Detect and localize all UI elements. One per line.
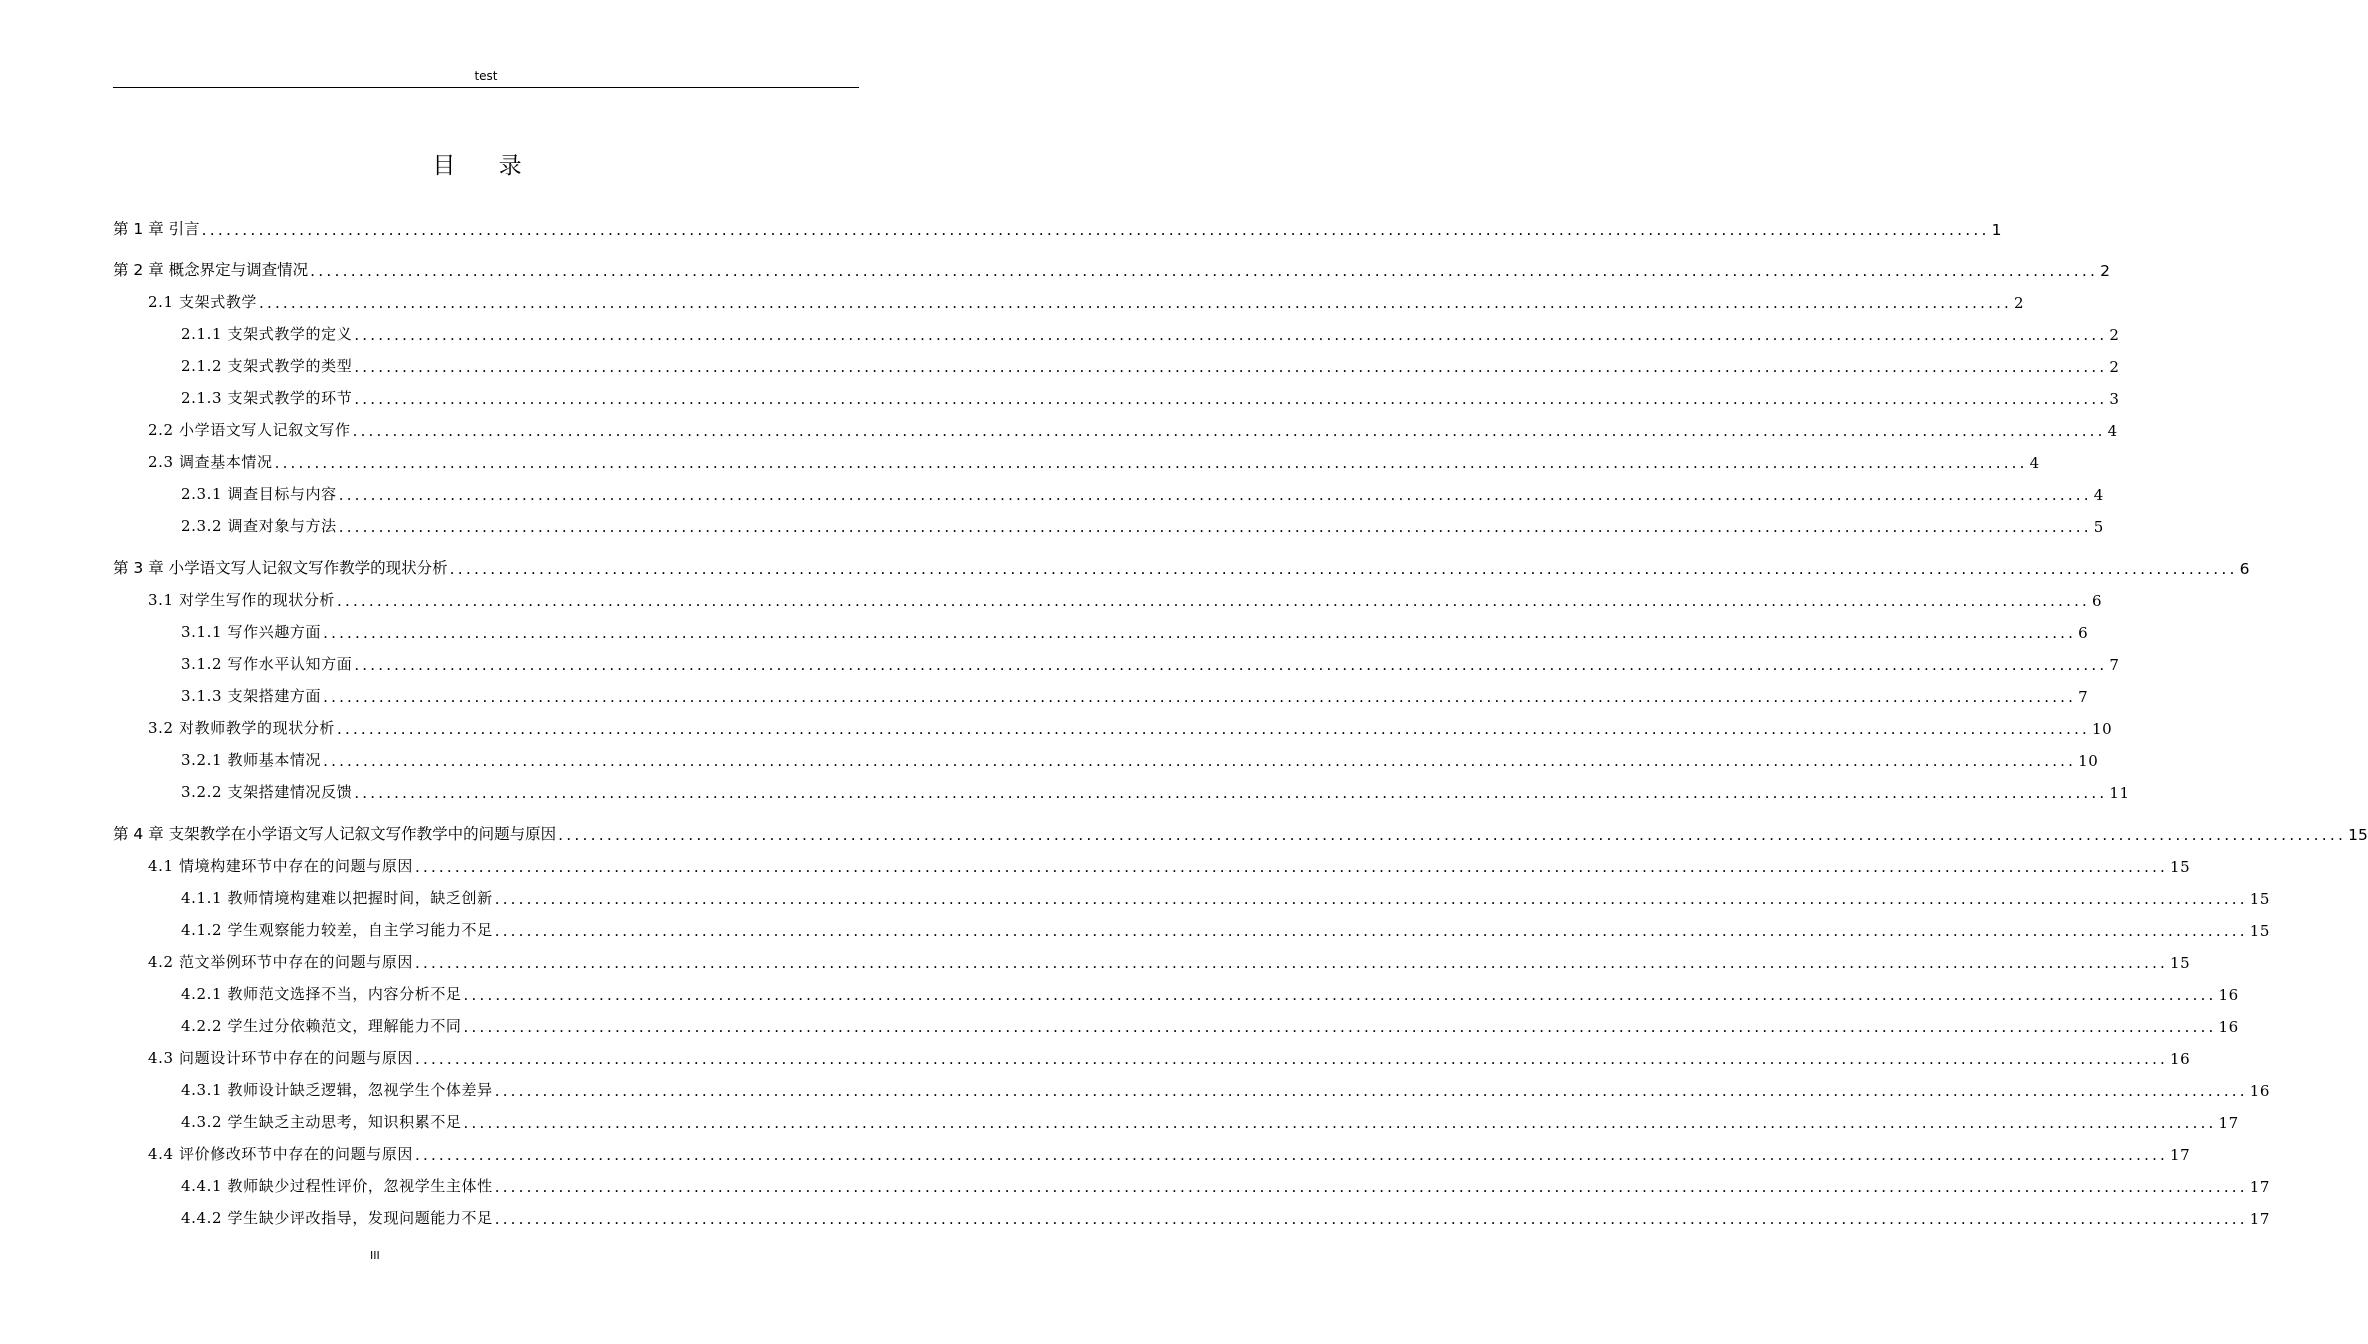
toc-leader-dots: ............................................................................................................................................................................................................................ bbox=[463, 986, 2217, 1004]
toc-subsection-entry[interactable] bbox=[181, 1014, 2239, 1036]
page-header-text: test bbox=[474, 69, 498, 83]
toc-subsection-entry[interactable] bbox=[181, 1174, 2271, 1196]
toc-subsection-entry[interactable] bbox=[181, 918, 2271, 940]
toc-leader-dots: ............................................................................................................................................................................................................................ bbox=[323, 752, 2077, 770]
toc-subsection-entry[interactable] bbox=[181, 684, 2089, 706]
toc-subsection-entry[interactable] bbox=[181, 652, 2120, 674]
toc-entry-label: 3.1.1 写作兴趣方面 bbox=[181, 623, 322, 641]
footer-page-number: III bbox=[370, 1249, 380, 1262]
toc-entry-page: 1 bbox=[1991, 221, 2002, 239]
toc-leader-dots: ............................................................................................................................................................................................................................ bbox=[494, 1210, 2248, 1228]
toc-entry-page: 6 bbox=[2092, 592, 2103, 610]
toc-entry-label: 第 1 章 引言 bbox=[113, 220, 200, 238]
toc-section-entry[interactable] bbox=[148, 450, 2040, 472]
toc-chapter-entry[interactable] bbox=[113, 822, 2368, 844]
toc-entry-page: 15 bbox=[2348, 826, 2368, 844]
toc-entry-page: 15 bbox=[2249, 890, 2271, 908]
toc-entry-page: 17 bbox=[2249, 1178, 2271, 1196]
toc-entry-page: 17 bbox=[2218, 1114, 2239, 1132]
toc-section-entry[interactable] bbox=[148, 418, 2118, 440]
toc-section-entry[interactable] bbox=[148, 290, 2025, 312]
toc-section-entry[interactable] bbox=[148, 1046, 2191, 1068]
toc-entry-label: 4.1 情境构建环节中存在的问题与原因 bbox=[148, 857, 414, 875]
toc-entry-page: 15 bbox=[2170, 858, 2191, 876]
toc-entry-page: 16 bbox=[2170, 1050, 2191, 1068]
toc-entry-label: 2.1.2 支架式教学的类型 bbox=[181, 357, 353, 375]
toc-entry-label: 3.2 对教师教学的现状分析 bbox=[148, 719, 336, 737]
toc-subsection-entry[interactable] bbox=[181, 514, 2104, 536]
toc-entry-label: 4.3 问题设计环节中存在的问题与原因 bbox=[148, 1049, 414, 1067]
toc-subsection-entry[interactable] bbox=[181, 1110, 2239, 1132]
toc-subsection-entry[interactable] bbox=[181, 322, 2120, 344]
toc-leader-dots: ............................................................................................................................................................................................................................ bbox=[354, 326, 2108, 344]
toc-entry-label: 3.2.2 支架搭建情况反馈 bbox=[181, 783, 353, 801]
toc-subsection-entry[interactable] bbox=[181, 1206, 2271, 1228]
toc-leader-dots: ............................................................................................................................................................................................................................ bbox=[323, 688, 2077, 706]
toc-title: 目 录 bbox=[432, 153, 540, 179]
toc-entry-page: 2 bbox=[2109, 358, 2120, 376]
toc-entry-label: 2.1 支架式教学 bbox=[148, 293, 258, 311]
toc-leader-dots: ............................................................................................................................................................................................................................ bbox=[201, 221, 1990, 239]
toc-entry-label: 4.4.1 教师缺少过程性评价，忽视学生主体性 bbox=[181, 1177, 493, 1195]
toc-leader-dots: ............................................................................................................................................................................................................................ bbox=[494, 922, 2248, 940]
toc-entry-page: 16 bbox=[2218, 1018, 2239, 1036]
toc-subsection-entry[interactable] bbox=[181, 620, 2089, 642]
toc-entry-label: 4.4.2 学生缺少评改指导，发现问题能力不足 bbox=[181, 1209, 493, 1227]
toc-leader-dots: ............................................................................................................................................................................................................................ bbox=[494, 1178, 2248, 1196]
toc-leader-dots: ............................................................................................................................................................................................................................ bbox=[354, 784, 2108, 802]
toc-leader-dots: ............................................................................................................................................................................................................................ bbox=[415, 1050, 2169, 1068]
toc-entry-label: 2.2 小学语文写人记叙文写作 bbox=[148, 421, 351, 439]
toc-entry-page: 4 bbox=[2093, 486, 2104, 504]
toc-leader-dots: ............................................................................................................................................................................................................................ bbox=[463, 1018, 2217, 1036]
toc-entry-label: 3.1.3 支架搭建方面 bbox=[181, 687, 322, 705]
toc-leader-dots: ............................................................................................................................................................................................................................ bbox=[323, 624, 2077, 642]
toc-leader-dots: ............................................................................................................................................................................................................................ bbox=[463, 1114, 2217, 1132]
toc-section-entry[interactable] bbox=[148, 854, 2191, 876]
toc-entry-label: 2.3.2 调查对象与方法 bbox=[181, 517, 337, 535]
toc-leader-dots: ............................................................................................................................................................................................................................ bbox=[415, 858, 2169, 876]
toc-entry-page: 5 bbox=[2093, 518, 2104, 536]
toc-entry-label: 3.1 对学生写作的现状分析 bbox=[148, 591, 336, 609]
toc-leader-dots: ............................................................................................................................................................................................................................ bbox=[338, 486, 2092, 504]
toc-entry-label: 3.2.1 教师基本情况 bbox=[181, 751, 322, 769]
toc-subsection-entry[interactable] bbox=[181, 482, 2104, 504]
toc-leader-dots: ............................................................................................................................................................................................................................ bbox=[338, 518, 2092, 536]
toc-leader-dots: ............................................................................................................................................................................................................................ bbox=[494, 890, 2248, 908]
toc-subsection-entry[interactable] bbox=[181, 982, 2239, 1004]
toc-entry-label: 第 2 章 概念界定与调查情况 bbox=[113, 261, 309, 279]
toc-entry-page: 4 bbox=[2029, 454, 2040, 472]
toc-leader-dots: ............................................................................................................................................................................................................................ bbox=[415, 954, 2169, 972]
toc-entry-label: 4.1.2 学生观察能力较差，自主学习能力不足 bbox=[181, 921, 493, 939]
toc-entry-page: 3 bbox=[2109, 390, 2120, 408]
toc-entry-page: 17 bbox=[2170, 1146, 2191, 1164]
toc-section-entry[interactable] bbox=[148, 950, 2191, 972]
toc-entry-label: 4.3.1 教师设计缺乏逻辑，忽视学生个体差异 bbox=[181, 1081, 493, 1099]
toc-entry-page: 2 bbox=[2109, 326, 2120, 344]
toc-leader-dots: ............................................................................................................................................................................................................................ bbox=[415, 1146, 2169, 1164]
toc-leader-dots: ............................................................................................................................................................................................................................ bbox=[354, 390, 2108, 408]
toc-entry-page: 11 bbox=[2109, 784, 2130, 802]
toc-entry-page: 2 bbox=[2100, 262, 2110, 280]
toc-leader-dots: ............................................................................................................................................................................................................................ bbox=[354, 656, 2108, 674]
toc-entry-label: 4.3.2 学生缺乏主动思考，知识积累不足 bbox=[181, 1113, 462, 1131]
toc-entry-page: 2 bbox=[2014, 294, 2025, 312]
toc-entry-label: 2.3.1 调查目标与内容 bbox=[181, 485, 337, 503]
toc-section-entry[interactable] bbox=[148, 716, 2113, 738]
toc-chapter-entry[interactable] bbox=[113, 556, 2250, 578]
toc-entry-label: 第 3 章 小学语文写人记叙文写作教学的现状分析 bbox=[113, 559, 448, 577]
toc-entry-label: 4.1.1 教师情境构建难以把握时间，缺乏创新 bbox=[181, 889, 493, 907]
toc-entry-label: 2.1.3 支架式教学的环节 bbox=[181, 389, 353, 407]
toc-entry-page: 10 bbox=[2092, 720, 2113, 738]
toc-subsection-entry[interactable] bbox=[181, 386, 2120, 408]
toc-entry-page: 15 bbox=[2249, 922, 2271, 940]
toc-leader-dots: ............................................................................................................................................................................................................................ bbox=[310, 262, 2099, 280]
toc-leader-dots: ............................................................................................................................................................................................................................ bbox=[354, 358, 2108, 376]
toc-chapter-entry[interactable] bbox=[113, 217, 2002, 239]
toc-entry-page: 16 bbox=[2249, 1082, 2271, 1100]
toc-subsection-entry[interactable] bbox=[181, 886, 2271, 908]
toc-entry-page: 17 bbox=[2249, 1210, 2271, 1228]
toc-leader-dots: ............................................................................................................................................................................................................................ bbox=[352, 422, 2106, 440]
toc-leader-dots: ............................................................................................................................................................................................................................ bbox=[274, 454, 2028, 472]
toc-entry-page: 16 bbox=[2218, 986, 2239, 1004]
toc-entry-page: 15 bbox=[2170, 954, 2191, 972]
toc-entry-label: 3.1.2 写作水平认知方面 bbox=[181, 655, 353, 673]
toc-entry-page: 4 bbox=[2107, 422, 2118, 440]
toc-entry-label: 2.3 调查基本情况 bbox=[148, 453, 273, 471]
toc-leader-dots: ............................................................................................................................................................................................................................ bbox=[337, 592, 2091, 610]
toc-entry-page: 6 bbox=[2239, 560, 2250, 578]
toc-entry-label: 4.2.1 教师范文选择不当，内容分析不足 bbox=[181, 985, 462, 1003]
toc-leader-dots: ............................................................................................................................................................................................................................ bbox=[337, 720, 2091, 738]
toc-chapter-entry[interactable] bbox=[113, 258, 2110, 280]
toc-subsection-entry[interactable] bbox=[181, 748, 2099, 770]
toc-entry-label: 2.1.1 支架式教学的定义 bbox=[181, 325, 353, 343]
toc-subsection-entry[interactable] bbox=[181, 354, 2120, 376]
toc-entry-page: 7 bbox=[2109, 656, 2120, 674]
toc-entry-label: 4.2 范文举例环节中存在的问题与原因 bbox=[148, 953, 414, 971]
toc-entry-page: 10 bbox=[2078, 752, 2099, 770]
toc-entry-label: 4.4 评价修改环节中存在的问题与原因 bbox=[148, 1145, 414, 1163]
toc-subsection-entry[interactable] bbox=[181, 780, 2130, 802]
toc-subsection-entry[interactable] bbox=[181, 1078, 2271, 1100]
toc-section-entry[interactable] bbox=[148, 588, 2103, 610]
toc-leader-dots: ............................................................................................................................................................................................................................ bbox=[494, 1082, 2248, 1100]
toc-leader-dots: ............................................................................................................................................................................................................................ bbox=[449, 560, 2238, 578]
toc-entry-page: 7 bbox=[2078, 688, 2089, 706]
toc-section-entry[interactable] bbox=[148, 1142, 2191, 1164]
toc-entry-label: 4.2.2 学生过分依赖范文，理解能力不同 bbox=[181, 1017, 462, 1035]
toc-leader-dots: ............................................................................................................................................................................................................................ bbox=[558, 826, 2347, 844]
toc-entry-page: 6 bbox=[2078, 624, 2089, 642]
header-divider bbox=[113, 87, 859, 88]
toc-entry-label: 第 4 章 支架教学在小学语文写人记叙文写作教学中的问题与原因 bbox=[113, 825, 557, 843]
toc-leader-dots: ............................................................................................................................................................................................................................ bbox=[259, 294, 2013, 312]
